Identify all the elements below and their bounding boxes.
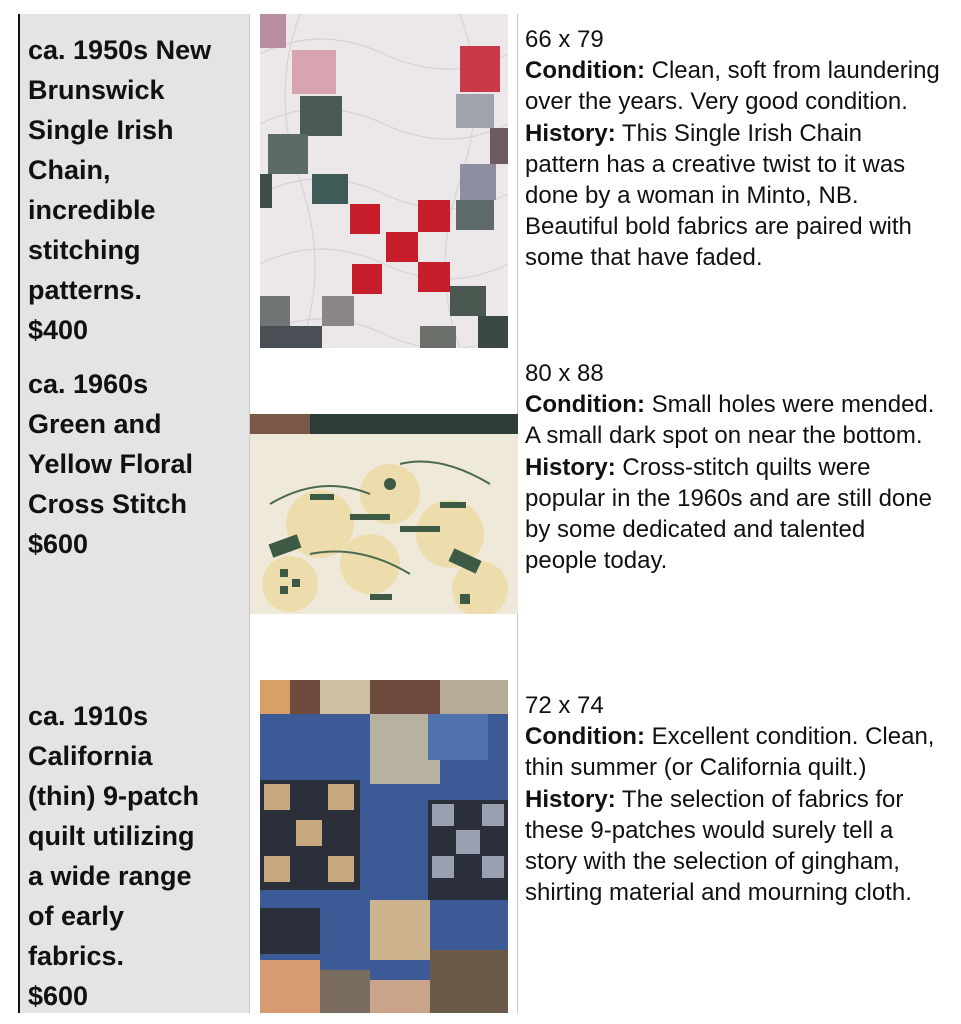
history-label: History:: [525, 119, 616, 147]
title-cell: [20, 680, 250, 1013]
history-text: This Single Irish Chain pattern has a creative twist to it was done by a woman in Minto, NB.: [525, 119, 906, 210]
quilt-size: 72 x 74: [525, 692, 604, 719]
history-line: [525, 452, 943, 577]
listing-price: $400: [28, 315, 89, 345]
history-text: Cross-stitch quilts were popular in the 1960s and are still done by some dedicated and talented people today.: [525, 453, 932, 575]
listing-title: ca. 1950s New Brunswick Single Irish Chain, incredible stitching patterns.: [28, 35, 212, 305]
condition-line: [525, 389, 943, 451]
condition-line: [525, 721, 943, 783]
table-row: [20, 348, 949, 681]
listing-title: ca. 1910s California (thin) 9-patch quilt utilizing a wide range of early fabrics.: [28, 701, 199, 971]
listing-price: $600: [28, 981, 89, 1011]
listing-title: ca. 1960s Green and Yellow Floral Cross Stitch: [28, 369, 194, 519]
condition-label: Condition:: [525, 391, 645, 419]
extra-note: Beautiful bold fabrics are paired with some that have faded.: [525, 213, 912, 272]
condition-text: Clean, soft from laundering over the years. Very good condition.: [525, 57, 940, 116]
quilt-size: 66 x 79: [525, 26, 604, 53]
table-row: [20, 680, 949, 1013]
photo-cell: [250, 348, 518, 680]
title-cell: [20, 348, 250, 680]
listing-price: $600: [28, 529, 89, 559]
condition-text: Excellent condition. Clean, thin summer (or California quilt.): [525, 723, 935, 782]
quilt-photo-irish-chain: [260, 14, 508, 348]
quilt-photo-cross-stitch: [250, 414, 518, 614]
condition-line: [525, 55, 943, 117]
description-cell: [518, 14, 949, 348]
photo-cell: [250, 14, 518, 348]
quilt-size: 80 x 88: [525, 360, 604, 387]
table-row: [20, 14, 949, 349]
history-label: History:: [525, 453, 616, 481]
condition-label: Condition:: [525, 723, 645, 751]
description-cell: [518, 348, 949, 680]
description-cell: [518, 680, 949, 1013]
history-line: [525, 118, 943, 212]
condition-label: Condition:: [525, 57, 645, 85]
history-line: [525, 784, 943, 909]
quilt-listing-table: [18, 14, 949, 1013]
history-label: History:: [525, 785, 616, 813]
title-cell: [20, 14, 250, 348]
condition-text: Small holes were mended. A small dark spot on near the bottom.: [525, 391, 935, 450]
quilt-photo-nine-patch: [260, 680, 508, 1013]
photo-cell: [250, 680, 518, 1013]
history-text: The selection of fabrics for these 9-patches would surely tell a story with the selection of gingham, shirting material and mourning cloth.: [525, 785, 912, 907]
